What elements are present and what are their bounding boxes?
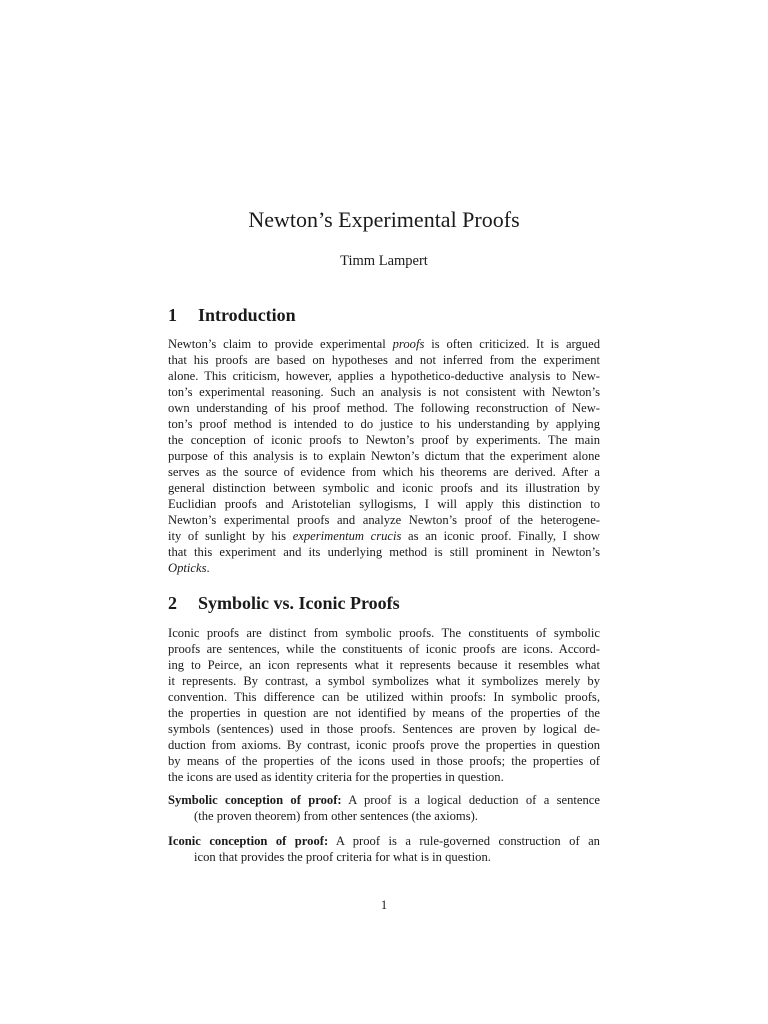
- section-number: 2: [168, 593, 177, 613]
- text-line: [168, 528, 600, 544]
- text-line: symbols (sentences) used in those proofs. Sentences are proven by logical de-: [168, 722, 600, 736]
- definition-symbolic-proof: [168, 792, 600, 824]
- text-line: ton’s experimental reasoning. Such an analysis is not consistent with Newton’s: [168, 385, 600, 399]
- section-heading-symbolic-vs-iconic: [168, 591, 400, 615]
- emphasis-text: Opticks: [168, 561, 207, 575]
- section-heading-introduction: [168, 303, 296, 327]
- text-line: Euclidian proofs and Aristotelian syllogisms, I will apply this distinction to: [168, 497, 600, 511]
- symbolic-iconic-paragraph: [168, 625, 600, 785]
- text-line: ing to Peirce, an icon represents what it represents because it resembles what: [168, 658, 600, 672]
- text-line: [168, 560, 600, 576]
- text-line: icon that provides the proof criteria for what is in question.: [194, 850, 491, 864]
- section-title: Introduction: [198, 305, 296, 325]
- emphasis-text: experimentum crucis: [292, 529, 402, 543]
- author-name: Timm Lampert: [340, 253, 428, 269]
- definition-term: Iconic conception of proof:: [168, 834, 329, 848]
- text-line: Iconic proofs are distinct from symbolic proofs. The constituents of symbolic: [168, 626, 600, 640]
- text-run: A proof is a rule-governed construction of an: [328, 834, 600, 848]
- text-line: ton’s proof method is intended to do justice to his understanding by applying: [168, 417, 600, 431]
- section-title: Symbolic vs. Iconic Proofs: [198, 593, 400, 613]
- text-run: Newton’s claim to provide experimental: [168, 337, 393, 351]
- text-line: the icons are used as identity criteria for the properties in question.: [168, 770, 504, 784]
- section-number: 1: [168, 305, 177, 325]
- paper-title: Newton’s Experimental Proofs: [248, 207, 520, 232]
- text-line: that his proofs are based on hypotheses and not inferred from the experiment: [168, 353, 600, 367]
- text-line: (the proven theorem) from other sentences (the axioms).: [194, 809, 478, 823]
- text-line: alone. This criticism, however, applies a hypothetico-deductive analysis to New-: [168, 369, 600, 383]
- text-run: .: [206, 561, 210, 575]
- text-line: [168, 833, 600, 849]
- text-run: is often criticized. It is argued: [424, 337, 600, 351]
- text-line: convention. This difference can be utilized within proofs: In symbolic proofs,: [168, 690, 600, 704]
- text-line: purpose of this analysis is to explain Newton’s dictum that the experiment alone: [168, 449, 600, 463]
- text-line: duction from axioms. By contrast, iconic proofs prove the properties in question: [168, 738, 600, 752]
- text-line: [168, 792, 600, 808]
- definition-term: Symbolic conception of proof:: [168, 793, 342, 807]
- text-line: [168, 336, 600, 352]
- page-number: 1: [380, 898, 388, 912]
- text-run: as an iconic proof. Finally, I show: [401, 529, 600, 543]
- text-line: serves as the source of evidence from which his theorems are derived. After a: [168, 465, 600, 479]
- definition-iconic-proof: [168, 833, 600, 865]
- introduction-paragraph: [168, 336, 600, 576]
- text-line: Newton’s experimental proofs and analyze Newton’s proof of the heterogene-: [168, 513, 600, 527]
- text-line: general distinction between symbolic and iconic proofs and its illustration by: [168, 481, 600, 495]
- text-run: ity of sunlight by his: [168, 529, 293, 543]
- emphasis-text: proofs: [392, 337, 425, 351]
- text-run: A proof is a logical deduction of a sentence: [341, 793, 600, 807]
- text-line: that this experiment and its underlying method is still prominent in Newton’s: [168, 545, 600, 559]
- text-line: it represents. By contrast, a symbol symbolizes what it symbolizes merely by: [168, 674, 600, 688]
- text-line: the properties in question are not identified by means of the properties of the: [168, 706, 600, 720]
- text-line: by means of the properties of the icons used in those proofs; the properties of: [168, 754, 600, 768]
- text-line: the conception of iconic proofs to Newton’s proof by experiments. The main: [168, 433, 600, 447]
- text-line: proofs are sentences, while the constituents of iconic proofs are icons. Accord-: [168, 642, 600, 656]
- text-line: own understanding of his proof method. The following reconstruction of New-: [168, 401, 600, 415]
